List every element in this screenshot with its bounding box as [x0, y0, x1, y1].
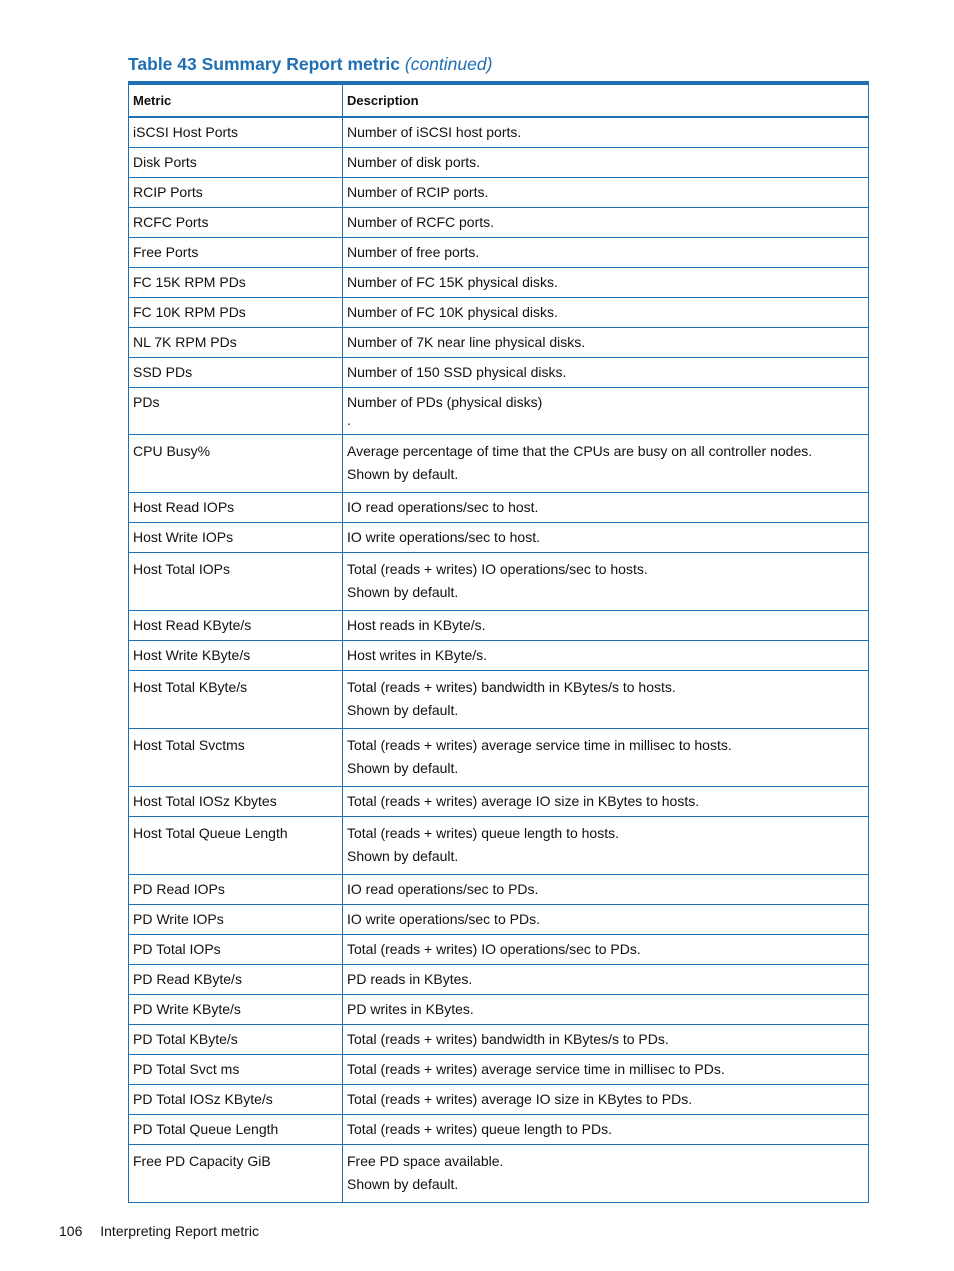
metric-cell: PD Total IOPs: [129, 934, 343, 964]
description-line: IO write operations/sec to host.: [347, 528, 540, 545]
table-row: [129, 904, 869, 934]
description-cell: [343, 237, 869, 267]
table-row: [129, 934, 869, 964]
description-cell: [343, 297, 869, 327]
description-line: Number of 150 SSD physical disks.: [347, 363, 567, 380]
description-line: IO write operations/sec to PDs.: [347, 910, 540, 927]
description-line: Shown by default.: [347, 1175, 459, 1192]
metric-cell: Host Total Queue Length: [129, 816, 343, 874]
description-line: Average percentage of time that the CPUs are busy on all controller nodes.: [347, 442, 813, 459]
description-cell: [343, 1114, 869, 1144]
metric-cell: PD Read IOPs: [129, 874, 343, 904]
table-row: [129, 492, 869, 522]
table-header: [129, 83, 869, 117]
metric-cell: PD Total Svct ms: [129, 1054, 343, 1084]
description-cell: [343, 816, 869, 874]
description-line: Shown by default.: [347, 847, 459, 864]
description-line: Number of free ports.: [347, 243, 480, 260]
table-row: [129, 327, 869, 357]
table-row: [129, 177, 869, 207]
description-line: Shown by default.: [347, 701, 459, 718]
table-row: [129, 237, 869, 267]
description-cell: [343, 610, 869, 640]
table-row: [129, 147, 869, 177]
description-line: Shown by default.: [347, 465, 459, 482]
metric-cell: Host Total IOPs: [129, 552, 343, 610]
description-cell: [343, 874, 869, 904]
description-line: Total (reads + writes) average service time in millisec to hosts.: [347, 736, 732, 753]
description-cell: [343, 117, 869, 147]
description-line: Total (reads + writes) queue length to hosts.: [347, 824, 619, 841]
metric-cell: RCFC Ports: [129, 207, 343, 237]
metric-cell: Host Total IOSz Kbytes: [129, 786, 343, 816]
metric-cell: Free Ports: [129, 237, 343, 267]
description-cell: [343, 1024, 869, 1054]
page-number: 106: [59, 1223, 83, 1239]
table-row: [129, 387, 869, 434]
table-row: [129, 267, 869, 297]
description-line: Host reads in KByte/s.: [347, 616, 486, 633]
description-cell: [343, 934, 869, 964]
table-row: [129, 610, 869, 640]
metric-cell: PD Write KByte/s: [129, 994, 343, 1024]
description-cell: [343, 670, 869, 728]
description-line: Shown by default.: [347, 583, 459, 600]
description-line: Number of 7K near line physical disks.: [347, 333, 586, 350]
description-line: Number of FC 10K physical disks.: [347, 303, 558, 320]
table-row: [129, 207, 869, 237]
table-row: [129, 434, 869, 492]
header-description: Description: [343, 83, 869, 117]
description-cell: [343, 904, 869, 934]
metric-cell: PD Total IOSz KByte/s: [129, 1084, 343, 1114]
metric-cell: Free PD Capacity GiB: [129, 1144, 343, 1202]
table-row: [129, 1024, 869, 1054]
metric-cell: PD Total KByte/s: [129, 1024, 343, 1054]
description-cell: [343, 357, 869, 387]
description-cell: [343, 786, 869, 816]
metric-cell: iSCSI Host Ports: [129, 117, 343, 147]
description-line: .: [347, 411, 351, 428]
description-line: Shown by default.: [347, 759, 459, 776]
metric-cell: CPU Busy%: [129, 434, 343, 492]
header-metric: Metric: [129, 83, 343, 117]
description-line: Number of FC 15K physical disks.: [347, 273, 558, 290]
description-line: Total (reads + writes) average IO size in KBytes to PDs.: [347, 1090, 693, 1107]
description-line: Total (reads + writes) IO operations/sec to hosts.: [347, 560, 648, 577]
description-line: Number of PDs (physical disks): [347, 393, 543, 410]
metric-cell: Host Read IOPs: [129, 492, 343, 522]
description-cell: [343, 327, 869, 357]
page-footer: [59, 1223, 259, 1239]
metric-cell: Disk Ports: [129, 147, 343, 177]
metric-cell: PD Read KByte/s: [129, 964, 343, 994]
metric-cell: PDs: [129, 387, 343, 434]
metric-cell: Host Write IOPs: [129, 522, 343, 552]
description-cell: [343, 994, 869, 1024]
description-cell: [343, 147, 869, 177]
description-line: PD reads in KBytes.: [347, 970, 473, 987]
description-cell: [343, 267, 869, 297]
description-cell: [343, 1084, 869, 1114]
table-row: [129, 1084, 869, 1114]
description-line: Free PD space available.: [347, 1152, 504, 1169]
table-row: [129, 640, 869, 670]
table-body: [129, 117, 869, 1202]
description-line: Total (reads + writes) average service time in millisec to PDs.: [347, 1060, 725, 1077]
table-row: [129, 117, 869, 147]
metric-cell: Host Total Svctms: [129, 728, 343, 786]
description-cell: [343, 207, 869, 237]
description-line: PD writes in KBytes.: [347, 1000, 474, 1017]
table-caption-continued: (continued): [404, 54, 493, 74]
description-line: Number of RCIP ports.: [347, 183, 489, 200]
description-cell: [343, 640, 869, 670]
table-row: [129, 1054, 869, 1084]
description-cell: [343, 434, 869, 492]
table-caption-label: Table 43 Summary Report metric: [128, 54, 400, 74]
description-line: Number of RCFC ports.: [347, 213, 495, 230]
metric-cell: FC 10K RPM PDs: [129, 297, 343, 327]
metric-cell: PD Total Queue Length: [129, 1114, 343, 1144]
description-line: IO read operations/sec to host.: [347, 498, 539, 515]
description-cell: [343, 552, 869, 610]
metric-cell: Host Read KByte/s: [129, 610, 343, 640]
table-row: [129, 786, 869, 816]
metric-cell: Host Write KByte/s: [129, 640, 343, 670]
metric-cell: Host Total KByte/s: [129, 670, 343, 728]
description-line: Total (reads + writes) average IO size in KBytes to hosts.: [347, 792, 700, 809]
table-row: [129, 816, 869, 874]
table-row: [129, 357, 869, 387]
metric-cell: NL 7K RPM PDs: [129, 327, 343, 357]
description-line: Number of iSCSI host ports.: [347, 124, 522, 140]
table-row: [129, 670, 869, 728]
description-cell: [343, 492, 869, 522]
table-row: [129, 994, 869, 1024]
description-line: Total (reads + writes) bandwidth in KBytes/s to PDs.: [347, 1030, 669, 1047]
table-row: [129, 1114, 869, 1144]
metric-cell: FC 15K RPM PDs: [129, 267, 343, 297]
summary-metric-table: [128, 81, 869, 1203]
description-line: Number of disk ports.: [347, 153, 481, 170]
metric-cell: RCIP Ports: [129, 177, 343, 207]
table-row: [129, 552, 869, 610]
footer-section-title: Interpreting Report metric: [100, 1223, 259, 1239]
description-line: Total (reads + writes) queue length to PDs.: [347, 1120, 612, 1137]
description-cell: [343, 177, 869, 207]
table-caption: [128, 54, 492, 75]
metric-cell: PD Write IOPs: [129, 904, 343, 934]
table-row: [129, 728, 869, 786]
table-row: [129, 297, 869, 327]
description-cell: [343, 387, 869, 434]
description-cell: [343, 522, 869, 552]
description-line: Total (reads + writes) IO operations/sec to PDs.: [347, 940, 641, 957]
description-line: Host writes in KByte/s.: [347, 646, 488, 663]
metric-cell: SSD PDs: [129, 357, 343, 387]
description-cell: [343, 964, 869, 994]
table-row: [129, 1144, 869, 1202]
description-line: Total (reads + writes) bandwidth in KBytes/s to hosts.: [347, 678, 676, 695]
description-cell: [343, 728, 869, 786]
description-line: IO read operations/sec to PDs.: [347, 880, 539, 897]
description-cell: [343, 1054, 869, 1084]
description-cell: [343, 1144, 869, 1202]
table-row: [129, 874, 869, 904]
table-row: [129, 964, 869, 994]
table-row: [129, 522, 869, 552]
